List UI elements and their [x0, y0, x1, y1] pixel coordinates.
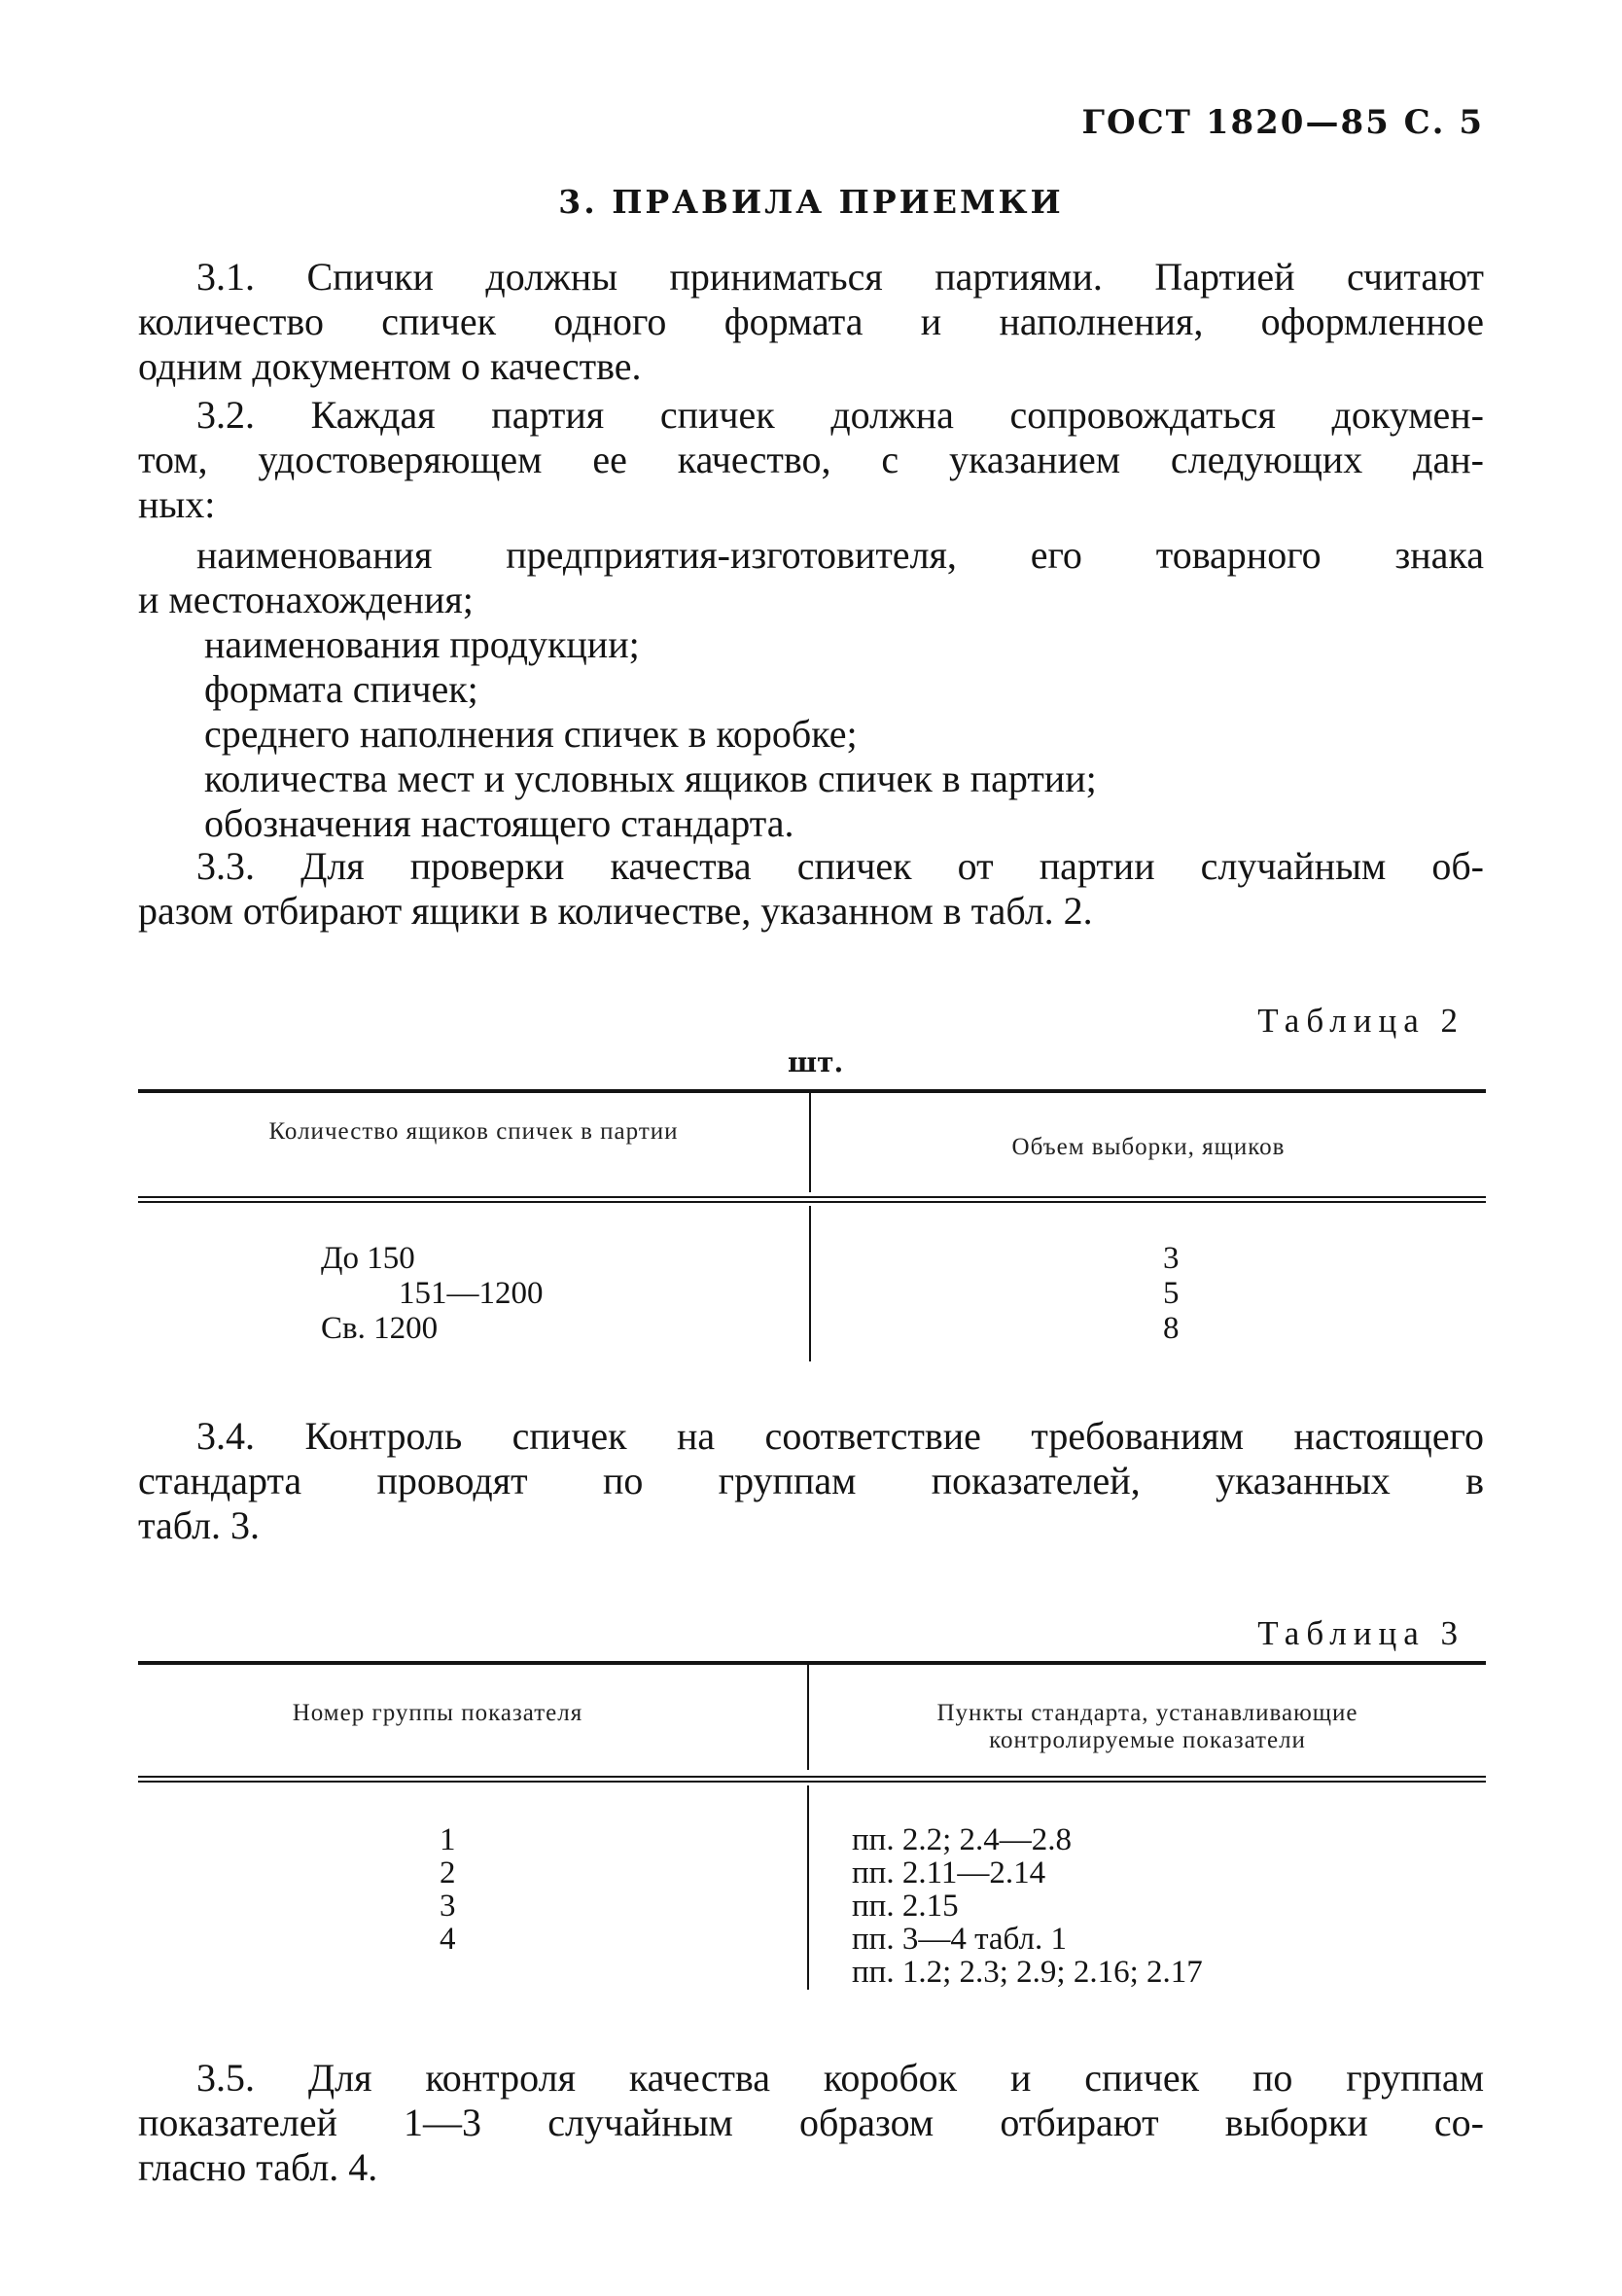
paragraph-3-3 — [138, 844, 1484, 934]
list-item: и местонахождения; — [138, 578, 474, 621]
table3-header-col1: Номер группы показателя — [292, 1700, 583, 1726]
table3-caption: Таблица 3 — [1257, 1614, 1464, 1652]
paragraph-line: табл. 3. — [138, 1503, 261, 1547]
table2-header-col2: Объем выборки, ящиков — [1011, 1134, 1286, 1160]
paragraph-line: 3.2. Каждая партия спичек должна сопровождаться докумен- — [196, 393, 1484, 437]
list-item: наименования предприятия-изготовителя, его товарного знака — [196, 533, 1484, 577]
table3-body-divider — [807, 1785, 809, 1990]
table-cell: пп. 2.11—2.14 — [852, 1855, 1046, 1890]
list-item: обозначения настоящего стандарта. — [204, 801, 794, 845]
section-title: 3. ПРАВИЛА ПРИЕМКИ — [558, 183, 1064, 221]
paragraph-line: 3.5. Для контроля качества коробок и спичек по группам — [196, 2056, 1484, 2100]
table2-top-rule — [138, 1089, 1486, 1093]
list-item: наименования продукции; — [204, 622, 640, 666]
table2-header-col1: Количество ящиков спичек в партии — [268, 1118, 679, 1145]
paragraph-line: одним документом о качестве. — [138, 344, 642, 388]
page-header: ГОСТ 1820—85 С. 5 — [1081, 103, 1484, 142]
table-cell: 151—1200 — [399, 1276, 544, 1311]
table-cell: 4 — [440, 1922, 456, 1957]
paragraph-3-5 — [138, 2056, 1484, 2190]
list-item: среднего наполнения спичек в коробке; — [204, 712, 858, 756]
paragraph-line: стандарта проводят по группам показателей, указанных в — [138, 1459, 1484, 1502]
table-cell: Св. 1200 — [321, 1311, 439, 1346]
table-cell: пп. 1.2; 2.3; 2.9; 2.16; 2.17 — [852, 1955, 1203, 1990]
table-cell: 1 — [440, 1822, 456, 1857]
paragraph-line: ных: — [138, 482, 216, 526]
table-cell: 8 — [1163, 1311, 1180, 1346]
table-cell: пп. 2.15 — [852, 1889, 959, 1924]
paragraph-line: 3.1. Спички должны приниматься партиями. Партией считают — [196, 255, 1484, 299]
list-item: количества мест и условных ящиков спичек в партии; — [204, 757, 1097, 800]
paragraph-line: гласно табл. 4. — [138, 2145, 378, 2189]
table-cell: 3 — [440, 1889, 456, 1924]
paragraph-line: том, удостоверяющем ее качество, с указанием следующих дан- — [138, 438, 1484, 481]
table-cell: пп. 2.2; 2.4—2.8 — [852, 1822, 1072, 1857]
paragraph-3-4 — [138, 1414, 1484, 1548]
table3-top-rule — [138, 1661, 1486, 1665]
list-item: формата спичек; — [204, 667, 478, 711]
paragraph-line: разом отбирают ящики в количестве, указанном в табл. 2. — [138, 889, 1093, 933]
table-cell: До 150 — [321, 1241, 415, 1276]
table3-header-divider — [807, 1665, 809, 1770]
table-cell: 2 — [440, 1855, 456, 1890]
table-cell: пп. 3—4 табл. 1 — [852, 1922, 1067, 1957]
requirements-list — [138, 533, 1484, 846]
paragraph-line: показателей 1—3 случайным образом отбирают выборки со- — [138, 2101, 1484, 2144]
paragraph-line: количество спичек одного формата и наполнения, оформленное — [138, 300, 1484, 343]
table-cell: 3 — [1163, 1241, 1180, 1276]
paragraph-3-1 — [138, 255, 1484, 389]
table3-header-col2: Пункты стандарта, устанавливающие контролируемые показатели — [936, 1700, 1358, 1753]
paragraph-line: 3.4. Контроль спичек на соответствие требованиям настоящего — [196, 1414, 1484, 1458]
paragraph-3-2 — [138, 393, 1484, 527]
table3-header-rule — [138, 1776, 1486, 1783]
table-cell: 5 — [1163, 1276, 1180, 1311]
paragraph-line: 3.3. Для проверки качества спичек от партии случайным об- — [196, 844, 1484, 888]
table2-body-divider — [809, 1206, 811, 1361]
table2-caption: Таблица 2 — [1257, 1002, 1464, 1040]
table2-unit: шт. — [788, 1046, 844, 1078]
table2-header-rule — [138, 1196, 1486, 1203]
